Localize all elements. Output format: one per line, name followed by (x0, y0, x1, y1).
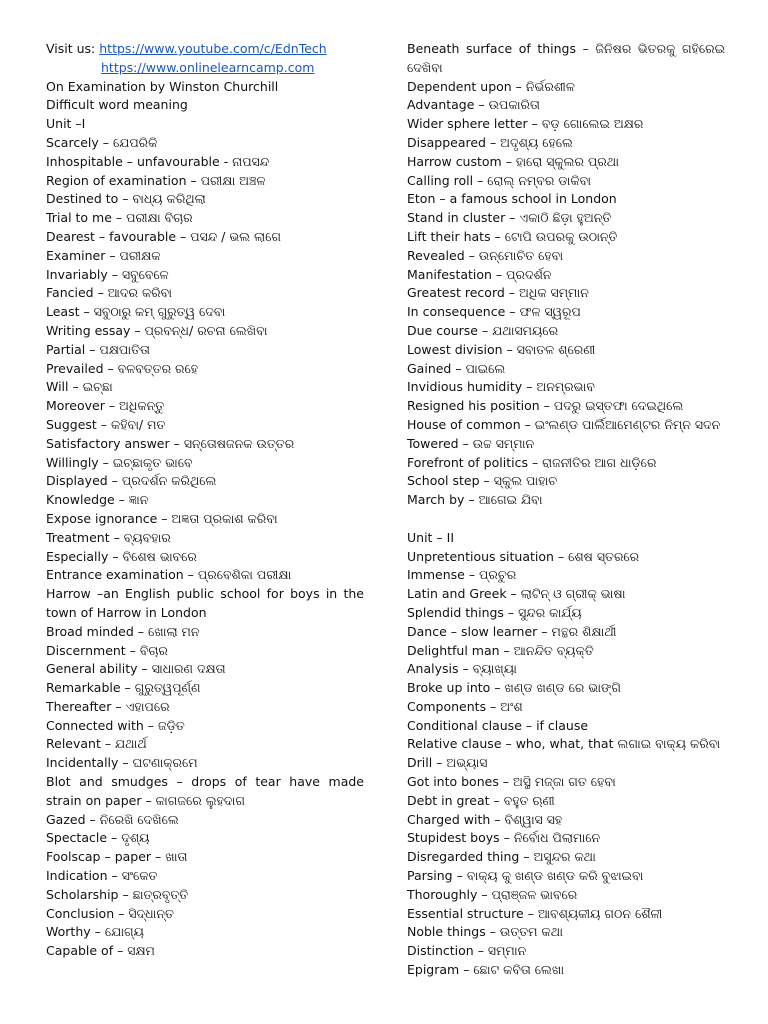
word-entry: Especially – ବିଶେଷ ଭାବରେ (46, 548, 197, 564)
word-entry: Wider sphere letter – ବଡ଼ ଗୋଲେଇ ଅକ୍ଷର (407, 116, 644, 132)
word-entry: Got into bones – ଅସ୍ଥି ମଜ୍ଜା ଗତ ହେବା (407, 774, 616, 790)
word-entry: Indication – ସଂକେତ (46, 868, 158, 884)
word-entry: Greatest record – ଅଧିକ ସମ୍ମାନ (407, 285, 589, 301)
word-entry: Calling roll – ରୋଲ୍ ନମ୍ବର ଡାକିବା (407, 172, 592, 188)
word-entry: In consequence – ଫଳ ସ୍ୱରୂପ (407, 304, 581, 320)
word-entry: Dependent upon – ନିର୍ଭରଶୀଳ (407, 78, 575, 94)
word-entry: Lowest division – ସବାତଳ ଶ୍ରେଣୀ (407, 341, 596, 357)
word-entry: Region of examination – ପରୀକ୍ଷା ଅଞ୍ଚଳ (46, 172, 266, 188)
word-entry: Resigned his position – ପଦରୁ ଇସ୍ତଫା ଦେଇଥିଲେ (407, 398, 684, 414)
word-entry: Noble things – ଉତ୍ତମ କଥା (407, 924, 563, 940)
word-entry: Willingly – ଇଚ୍ଛାକୃତ ଭାବେ (46, 454, 193, 470)
word-entry: Worthy – ଯୋଗ୍ୟ (46, 924, 144, 940)
word-entry: Invariably – ସବୁବେଳେ (46, 266, 169, 282)
word-entry: Charged with – ବିଶ୍ୱାସ ସହ (407, 811, 563, 827)
word-entry: Expose ignorance – ଅଜ୍ଞତା ପ୍ରକାଶ କରିବା (46, 510, 278, 526)
word-entry: Distinction – ସମ୍ମାନ (407, 943, 527, 959)
word-entry: Entrance examination – ପ୍ରବେଶିକା ପରୀକ୍ଷା (46, 567, 292, 583)
word-entry: General ability – ସାଧାରଣ ଦକ୍ଷତା (46, 661, 226, 677)
word-entry: Will – ଇଚ୍ଛା (46, 379, 113, 395)
right-column (407, 40, 725, 980)
word-entry: Disappeared – ଅଦୃଶ୍ୟ ହେଲେ (407, 134, 573, 150)
word-entry: Least – ସବୁଠାରୁ କମ୍ ଗୁରୁତ୍ୱ ଦେବା (46, 304, 226, 320)
word-entry: Displayed – ପ୍ରଦର୍ଶନ କରିଥିଲେ (46, 473, 217, 489)
word-entry: Examiner – ପରୀକ୍ଷକ (46, 247, 161, 263)
word-entry: Stand in cluster – ଏକାଠି ଛିଡ଼ା ହୁଅନ୍ତି (407, 210, 612, 226)
word-entry: Conditional clause – if clause (407, 717, 589, 733)
word-entry: Partial – ପକ୍ଷପାତିତା (46, 341, 150, 357)
word-entry: Latin and Greek – ଲାଟିନ୍ ଓ ଗ୍ରୀକ୍ ଭାଷା (407, 586, 626, 602)
word-entry: Satisfactory answer – ସନ୍ତୋଷଜନକ ଉତ୍ତର (46, 435, 295, 451)
word-entry-beneath: Beneath surface of things – ଜିନିଷର ଭିତରକୁ ଗହିରେଇ ଦେଖିବା (407, 41, 725, 75)
word-entry: Conclusion – ସିଦ୍ଧାନ୍ତ (46, 905, 174, 921)
word-entry: Prevailed – ବଳବତ୍ତର ରହେ (46, 360, 199, 376)
word-entry-harrow: Harrow –an English public school for boys in the town of Harrow in London (46, 586, 364, 620)
word-entry: Writing essay – ପ୍ରବନ୍ଧ/ ରଚନା ଲେଖିବା (46, 322, 268, 338)
word-entry: Manifestation – ପ୍ରଦର୍ଶନ (407, 266, 552, 282)
word-entry: Components – ଅଂଶ (407, 698, 523, 714)
youtube-link[interactable]: https://www.youtube.com/c/EdnTech (99, 41, 327, 56)
word-entry: Epigram – ଛୋଟ କବିତା ଲେଖା (407, 962, 565, 978)
document-title: On Examination by Winston Churchill (46, 78, 279, 94)
word-entry: Discernment – ବିଚାର (46, 642, 168, 658)
word-entry: Foolscap – paper – ଖାତା (46, 849, 188, 865)
word-entry: March by – ଆଗେଇ ଯିବା (407, 492, 543, 508)
word-entry: School step – ସ୍କୁଲ ପାହାଚ (407, 473, 558, 489)
website-line (46, 59, 364, 78)
left-column (46, 40, 364, 961)
word-entry: Essential structure – ଆବଶ୍ୟକୀୟ ଗଠନ ଶୈଳୀ (407, 905, 663, 921)
word-entry: Connected with – ଜଡ଼ିତ (46, 717, 185, 733)
word-entry: Scarcely – ଯେପରିକି (46, 134, 158, 150)
word-entry: Revealed – ଉନ୍ମୋଚିତ ହେବା (407, 247, 564, 263)
word-entry: Forefront of politics – ରାଜନୀତିର ଆଗ ଧାଡ଼ିରେ (407, 454, 657, 470)
word-entry: Stupidest boys – ନିର୍ବୋଧ ପିଲାମାନେ (407, 830, 601, 846)
word-entry: Treatment – ବ୍ୟବହାର (46, 529, 171, 545)
word-entry: Destined to – ବାଧ୍ୟ କରିଥିଲା (46, 191, 206, 207)
word-entry: Disregarded thing – ଅସୁନ୍ଦର କଥା (407, 849, 596, 865)
word-entry: Debt in great – ବହୁତ ଋଣୀ (407, 792, 555, 808)
document-subtitle: Difficult word meaning (46, 97, 188, 113)
word-entry: Harrow custom – ହାରୋ ସ୍କୁଲର ପ୍ରଥା (407, 153, 619, 169)
unit-1-heading: Unit –I (46, 116, 86, 132)
website-link[interactable]: https://www.onlinelearncamp.com (101, 59, 315, 75)
word-entry: Dance – slow learner – ମନ୍ଥର ଶିକ୍ଷାର୍ଥୀ (407, 623, 617, 639)
word-entry: Drill – ଅଭ୍ୟାସ (407, 755, 488, 771)
word-entry: Splendid things – ସୁନ୍ଦର କାର୍ଯ୍ୟ (407, 604, 582, 620)
word-entry: Moreover – ଅଧିକନ୍ତୁ (46, 398, 165, 414)
word-entry: Scholarship – ଛାତ୍ରବୃତ୍ତି (46, 886, 189, 902)
word-entry: Thoroughly – ପ୍ରାଞ୍ଜଳ ଭାବରେ (407, 886, 578, 902)
word-entry: Towered – ଉଚ୍ଚ ସମ୍ମାନ (407, 435, 535, 451)
word-entry-blot: Blot and smudges – drops of tear have made strain on paper – କାଗଜରେ ଲୁହଦାଗ (46, 774, 364, 808)
word-entry: Relevant – ଯଥାର୍ଥ (46, 736, 147, 752)
word-entry: Suggest – କହିବା/ ମତ (46, 416, 166, 432)
word-entry: Remarkable – ଗୁରୁତ୍ୱପୂର୍ଣ୍ଣ (46, 680, 201, 696)
word-entry: Invidious humidity – ଅନମ୍ରଭାବ (407, 379, 595, 395)
word-entry: Gained – ପାଇଲେ (407, 360, 506, 376)
word-entry: Broke up into – ଖଣ୍ଡ ଖଣ୍ଡ ରେ ଭାଙ୍ଗି (407, 680, 621, 696)
word-entry: Parsing – ବାକ୍ୟ କୁ ଖଣ୍ଡ ଖଣ୍ଡ କରି ବୁଝାଇବା (407, 868, 644, 884)
word-entry: Broad minded – ଖୋଲା ମନ (46, 623, 200, 639)
word-entry: Dearest – favourable – ପସନ୍ଦ / ଭଲ ଲାଗେ (46, 228, 281, 244)
word-entry: Delightful man – ଆନନ୍ଦିତ ବ୍ୟକ୍ତି (407, 642, 594, 658)
word-entry: House of common – ଇଂଲଣ୍ଡ ପାର୍ଲିଆମେଣ୍ଟର ନିମ୍ନ ସଦନ (407, 416, 721, 432)
word-entry: Eton – a famous school in London (407, 191, 617, 207)
word-entry: Relative clause – who, what, that ଲଗାଇ ବାକ୍ୟ କରିବା (407, 736, 721, 752)
word-entry: Fancied – ଆଦର କରିବା (46, 285, 173, 301)
word-entry: Due course – ଯଥାସମୟରେ (407, 322, 559, 338)
word-entry: Analysis – ବ୍ୟାଖ୍ୟା (407, 661, 517, 677)
word-entry: Advantage – ଉପକାରିତା (407, 97, 540, 113)
section-spacer (407, 510, 725, 529)
word-entry: Unpretentious situation – ଶେଷ ସ୍ତରରେ (407, 548, 640, 564)
word-entry: Spectacle – ଦୃଶ୍ୟ (46, 830, 150, 846)
word-entry: Capable of – ସକ୍ଷମ (46, 943, 155, 959)
visit-label: Visit us: (46, 41, 96, 56)
visit-line (46, 40, 364, 59)
word-entry: Inhospitable – unfavourable - ନାପସନ୍ଦ (46, 153, 270, 169)
word-entry: Thereafter – ଏହାପରେ (46, 698, 170, 714)
word-entry: Knowledge – ଜ୍ଞାନ (46, 492, 149, 508)
unit-2-heading: Unit – II (407, 529, 455, 545)
word-entry: Lift their hats – ଟୋପି ଉପରକୁ ଉଠାନ୍ତି (407, 228, 618, 244)
word-entry: Gazed – ନିରେଖି ଦେଖିଲେ (46, 811, 179, 827)
word-entry: Incidentally – ଘଟଣାକ୍ରମେ (46, 755, 198, 771)
word-entry: Immense – ପ୍ରଚୁର (407, 567, 517, 583)
word-entry: Trial to me – ପରୀକ୍ଷା ବିଚାର (46, 210, 193, 226)
